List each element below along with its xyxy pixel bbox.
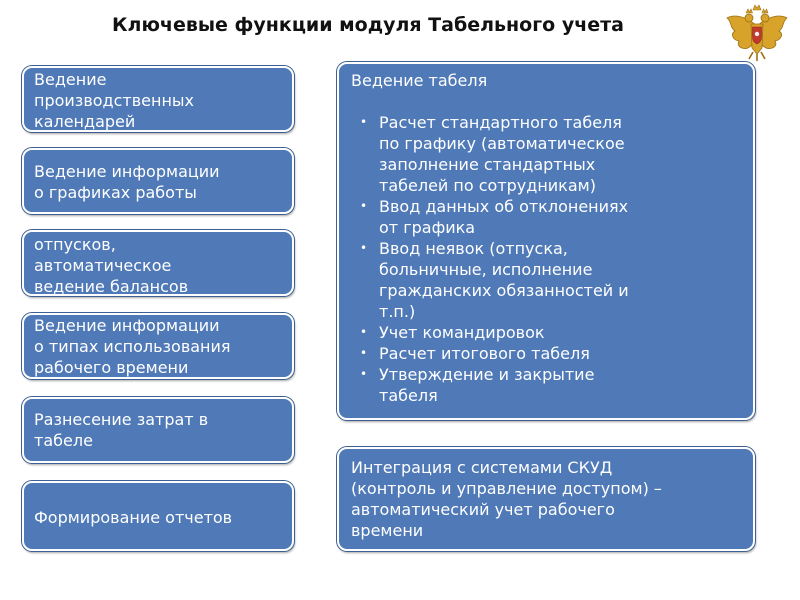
double-headed-eagle-emblem-icon (724, 4, 790, 62)
box-line: производственных (34, 91, 195, 110)
bullet-dot-icon: • (360, 325, 368, 339)
box-line: Интеграция с системами СКУД (351, 458, 613, 477)
box-line: времени (351, 521, 424, 540)
bullet-item (351, 112, 741, 196)
box-cost-distribution (22, 397, 294, 463)
box-work-time-types (22, 313, 294, 379)
slide-title: Ключевые функции модуля Табельного учета (112, 14, 624, 36)
bullet-line: Учет командировок (379, 323, 545, 342)
box-line: автоматический учет рабочего (351, 500, 615, 519)
bullet-line: Ввод неявок (отпуска, (379, 239, 568, 258)
box-heading: Ведение табеля (351, 71, 488, 90)
box-line: Ведение (34, 70, 107, 89)
bullet-item (351, 322, 741, 343)
box-line: автоматическое (34, 256, 172, 275)
box-vacation-balances (22, 230, 294, 296)
bullet-line: т.п.) (379, 302, 416, 321)
box-line: (контроль и управление доступом) – (351, 479, 662, 498)
bullet-item (351, 196, 741, 238)
bullet-item (351, 238, 741, 322)
bullet-list (351, 112, 741, 406)
bullet-line: гражданских обязанностей и (379, 281, 629, 300)
box-line: Разнесение затрат в (34, 410, 209, 429)
box-line: Ведение информации (34, 162, 220, 181)
bullet-line: больничные, исполнение (379, 260, 593, 279)
bullet-line: табелей по сотрудникам) (379, 176, 596, 195)
bullet-line: Ввод данных об отклонениях (379, 197, 629, 216)
bullet-dot-icon: • (360, 346, 368, 360)
box-timesheet-management (337, 62, 755, 420)
box-access-control-integration (337, 447, 755, 551)
bullet-line: заполнение стандартных (379, 155, 596, 174)
box-line: о графиках работы (34, 183, 197, 202)
bullet-line: табеля (379, 386, 438, 405)
bullet-line: Расчет итогового табеля (379, 344, 590, 363)
bullet-line: Утверждение и закрытие (379, 365, 595, 384)
box-line: рабочего времени (34, 358, 189, 377)
box-line: о типах использования (34, 337, 231, 356)
box-line: Формирование отчетов (34, 508, 233, 527)
bullet-line: от графика (379, 218, 476, 237)
box-work-schedules (22, 148, 294, 214)
bullet-dot-icon: • (360, 199, 368, 213)
bullet-dot-icon: • (360, 115, 368, 129)
bullet-line: по графику (автоматическое (379, 134, 625, 153)
box-line: календарей (34, 112, 136, 131)
box-line: отпусков, (34, 235, 116, 254)
box-line: табеле (34, 431, 93, 450)
bullet-dot-icon: • (360, 241, 368, 255)
bullet-line: Расчет стандартного табеля (379, 113, 622, 132)
box-line: ведение балансов (34, 277, 189, 296)
box-line: Ведение информации (34, 316, 220, 335)
bullet-item (351, 364, 741, 406)
bullet-item (351, 343, 741, 364)
box-production-calendars (22, 66, 294, 132)
bullet-dot-icon: • (360, 367, 368, 381)
box-reports (22, 481, 294, 551)
